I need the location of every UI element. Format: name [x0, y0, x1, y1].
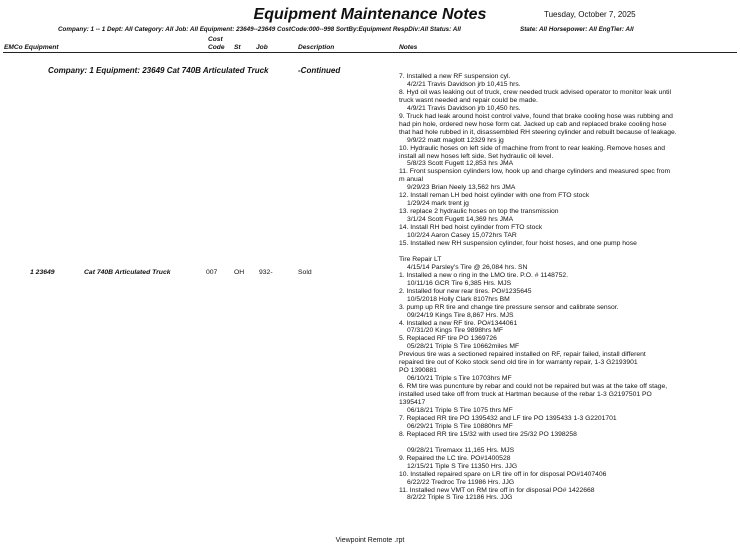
notes-line: 07/31/20 Kings Tire 9898hrs MF [407, 327, 504, 335]
notes-line: 12/15/21 Tiple S Tire 11350 Hrs. JJG [407, 462, 518, 470]
notes-line: installed used take off from truck at Hartman because of the rebar 1-3 G2197501 PO [399, 391, 652, 399]
header-divider [3, 52, 737, 53]
cell-description: Sold [298, 269, 312, 276]
notes-line: 09/24/19 Kings Tire 8,867 Hrs. MJS [407, 311, 514, 319]
notes-line: repaired tire out of Koko stock send old tire in for warranty repair, 1-3 G2193901 [399, 359, 638, 367]
report-filters: Company: 1 -- 1 Dept: All Category: All Job: All Equipment: 23649--23649 CostCode:000--998 SortBy:Equipment RespDiv:All Status: All [58, 26, 461, 33]
notes-line: 3/1/24 Scott Fugett 14,369 hrs JMA [407, 216, 514, 224]
notes-line: m anual [399, 176, 424, 184]
notes-line: Tire Repair LT [399, 255, 442, 263]
col-header-description: Description [298, 44, 335, 51]
cell-emco-equipment: 1 23649 [30, 269, 55, 276]
notes-line: 06/18/21 Triple S Tire 1075 thrs MF [407, 407, 513, 415]
notes-line: truck wasnt needed and repair could be made. [399, 96, 538, 104]
notes-line: 5/8/23 Scott Fugett 12,853 hrs JMA [407, 160, 514, 168]
notes-line: 1. Installed a new o ring in the LMO tire. P.O. # 1148752. [399, 271, 568, 279]
cell-equipment-desc: Cat 740B Articulated Truck [84, 269, 171, 276]
notes-line: 10. Hydraulic hoses on left side of machine from front to rear leaking. Remove hoses and [399, 144, 666, 152]
notes-line: 7. Replaced RR tire PO 1395432 and LF tire PO 1395433 1-3 G2201701 [399, 414, 617, 422]
notes-line: 10. Installed repaired spare on LR tire off in for disposal PO#1407406 [399, 470, 607, 478]
notes-line: 9. Truck had leak around hoist control valve, found that brake cooling hose was rubbing and [399, 112, 673, 120]
col-header-notes: Notes [399, 44, 418, 51]
cell-status: OH [234, 269, 245, 276]
notes-line: 10/11/16 GCR Tire 6,385 Hrs. MJS [407, 279, 512, 287]
notes-line: 6/22/22 Tredroc Tre 11986 Hrs. JJG [407, 478, 515, 486]
continued-label: -Continued [298, 66, 341, 75]
report-footer: Viewpoint Remote .rpt [335, 537, 405, 544]
notes-line: 11. Front suspension cylinders low, hook up and charge cylinders and measured spec from [399, 168, 671, 176]
notes-line: 8/2/22 Triple S Tire 12186 Hrs. JJG [407, 494, 513, 502]
notes-line: 12. Install reman LH bed hoist cylinder with one from FTO stock [399, 192, 590, 200]
notes-line: 11. Installed new VMT on RM tire off in for disposal PO# 1422668 [399, 486, 595, 494]
notes-line: 15. Installed new RH suspension cylinder, four hoist hoses, and one pump hose [399, 240, 637, 248]
col-header-code: Code [208, 44, 225, 51]
notes-line: 13. replace 2 hydraulic hoses on top the transmission [399, 208, 559, 216]
notes-line: install all new hoses left side. Set hydraulic oil level. [399, 152, 554, 160]
report-date: Tuesday, October 7, 2025 [544, 10, 636, 19]
notes-line: 9. Repaired the LC tire. PO#1400528 [399, 454, 511, 462]
notes-line [399, 248, 740, 256]
notes-line: 1395417 [399, 399, 426, 407]
notes-line: 06/29/21 Triple S Tire 10880hrs MF [407, 422, 513, 430]
notes-line [399, 439, 740, 447]
notes-line: 9/29/23 Brian Neely 13,562 hrs JMA [407, 184, 516, 192]
notes-line: 9/9/22 matt maglott 12329 hrs jg [407, 136, 504, 144]
notes-line: 14. Install RH bed hoist cylinder from FTO stock [399, 224, 543, 232]
notes-line: 4/2/21 Travis Davidson jrb 10,415 hrs. [407, 80, 521, 88]
notes-line: 7. Installed a new RF suspension cyl. [399, 73, 511, 80]
col-header-status: St [234, 44, 241, 51]
notes-line: 2. Installed four new rear tires. PO#1235645 [399, 287, 532, 295]
notes-block [399, 73, 740, 502]
report-filters-extra: State: All Horsepower: All EngTier: All [520, 26, 634, 33]
notes-line: 4. Installed a new RF tire. PO#1344061 [399, 319, 518, 327]
group-header: Company: 1 Equipment: 23649 Cat 740B Articulated Truck [48, 66, 269, 75]
notes-line: 10/2/24 Aaron Casey 15,072hrs TAR [407, 232, 517, 240]
cell-cost-code: 007 [206, 269, 218, 276]
notes-line: 09/28/21 Tiremaxx 11,165 Hrs. MJS [407, 446, 515, 454]
col-header-job: Job [256, 44, 268, 51]
notes-line: 05/28/21 Triple S Tire 10662miles MF [407, 343, 520, 351]
notes-line: Previous tire was a sectioned repaired installed on RF, repair failed, install different [399, 351, 646, 359]
notes-line: 4/15/14 Parsley's Tire @ 26,084 hrs. SN [407, 263, 528, 271]
notes-line: 8. Hyd oil was leaking out of truck, crew needed truck advised operator to monitor leak until [399, 88, 672, 96]
notes-line: 3. pump up RR tire and change tire pressure sensor and calibrate sensor. [399, 303, 619, 311]
col-header-emco-equipment: EMCo Equipment [4, 44, 59, 51]
notes-line: that had hole rubbed in it, disassembled RH steering cylinder and rebuilt because of leakage. [399, 128, 677, 136]
notes-line: 4/9/21 Travis Davidson jrb 10,450 hrs. [407, 104, 521, 112]
notes-line: 8. Replaced RR tire 15/32 with used tire 25/32 PO 1398258 [399, 430, 577, 438]
notes-line: 06/10/21 Triple s Tire 10703hrs MF [407, 375, 512, 383]
notes-line: PO 1390881 [399, 367, 437, 375]
notes-line: 10/5/2018 Holly Clark 8107hrs BM [407, 295, 510, 303]
notes-line: had pin hole, ordered new hose form cat. Jacked up cab and replaced brake cooling hose [399, 120, 667, 128]
notes-line: 1/29/24 mark trent jg [407, 200, 469, 208]
report-title: Equipment Maintenance Notes [253, 6, 487, 23]
notes-line: 6. RM tire was puncnture by rebar and could not be repaired but was at the take off stage, [399, 383, 668, 391]
col-header-cost: Cost [208, 36, 223, 43]
cell-job: 932- [259, 269, 273, 276]
notes-line: 5. Replaced RF tire PO 1369726 [399, 335, 497, 343]
